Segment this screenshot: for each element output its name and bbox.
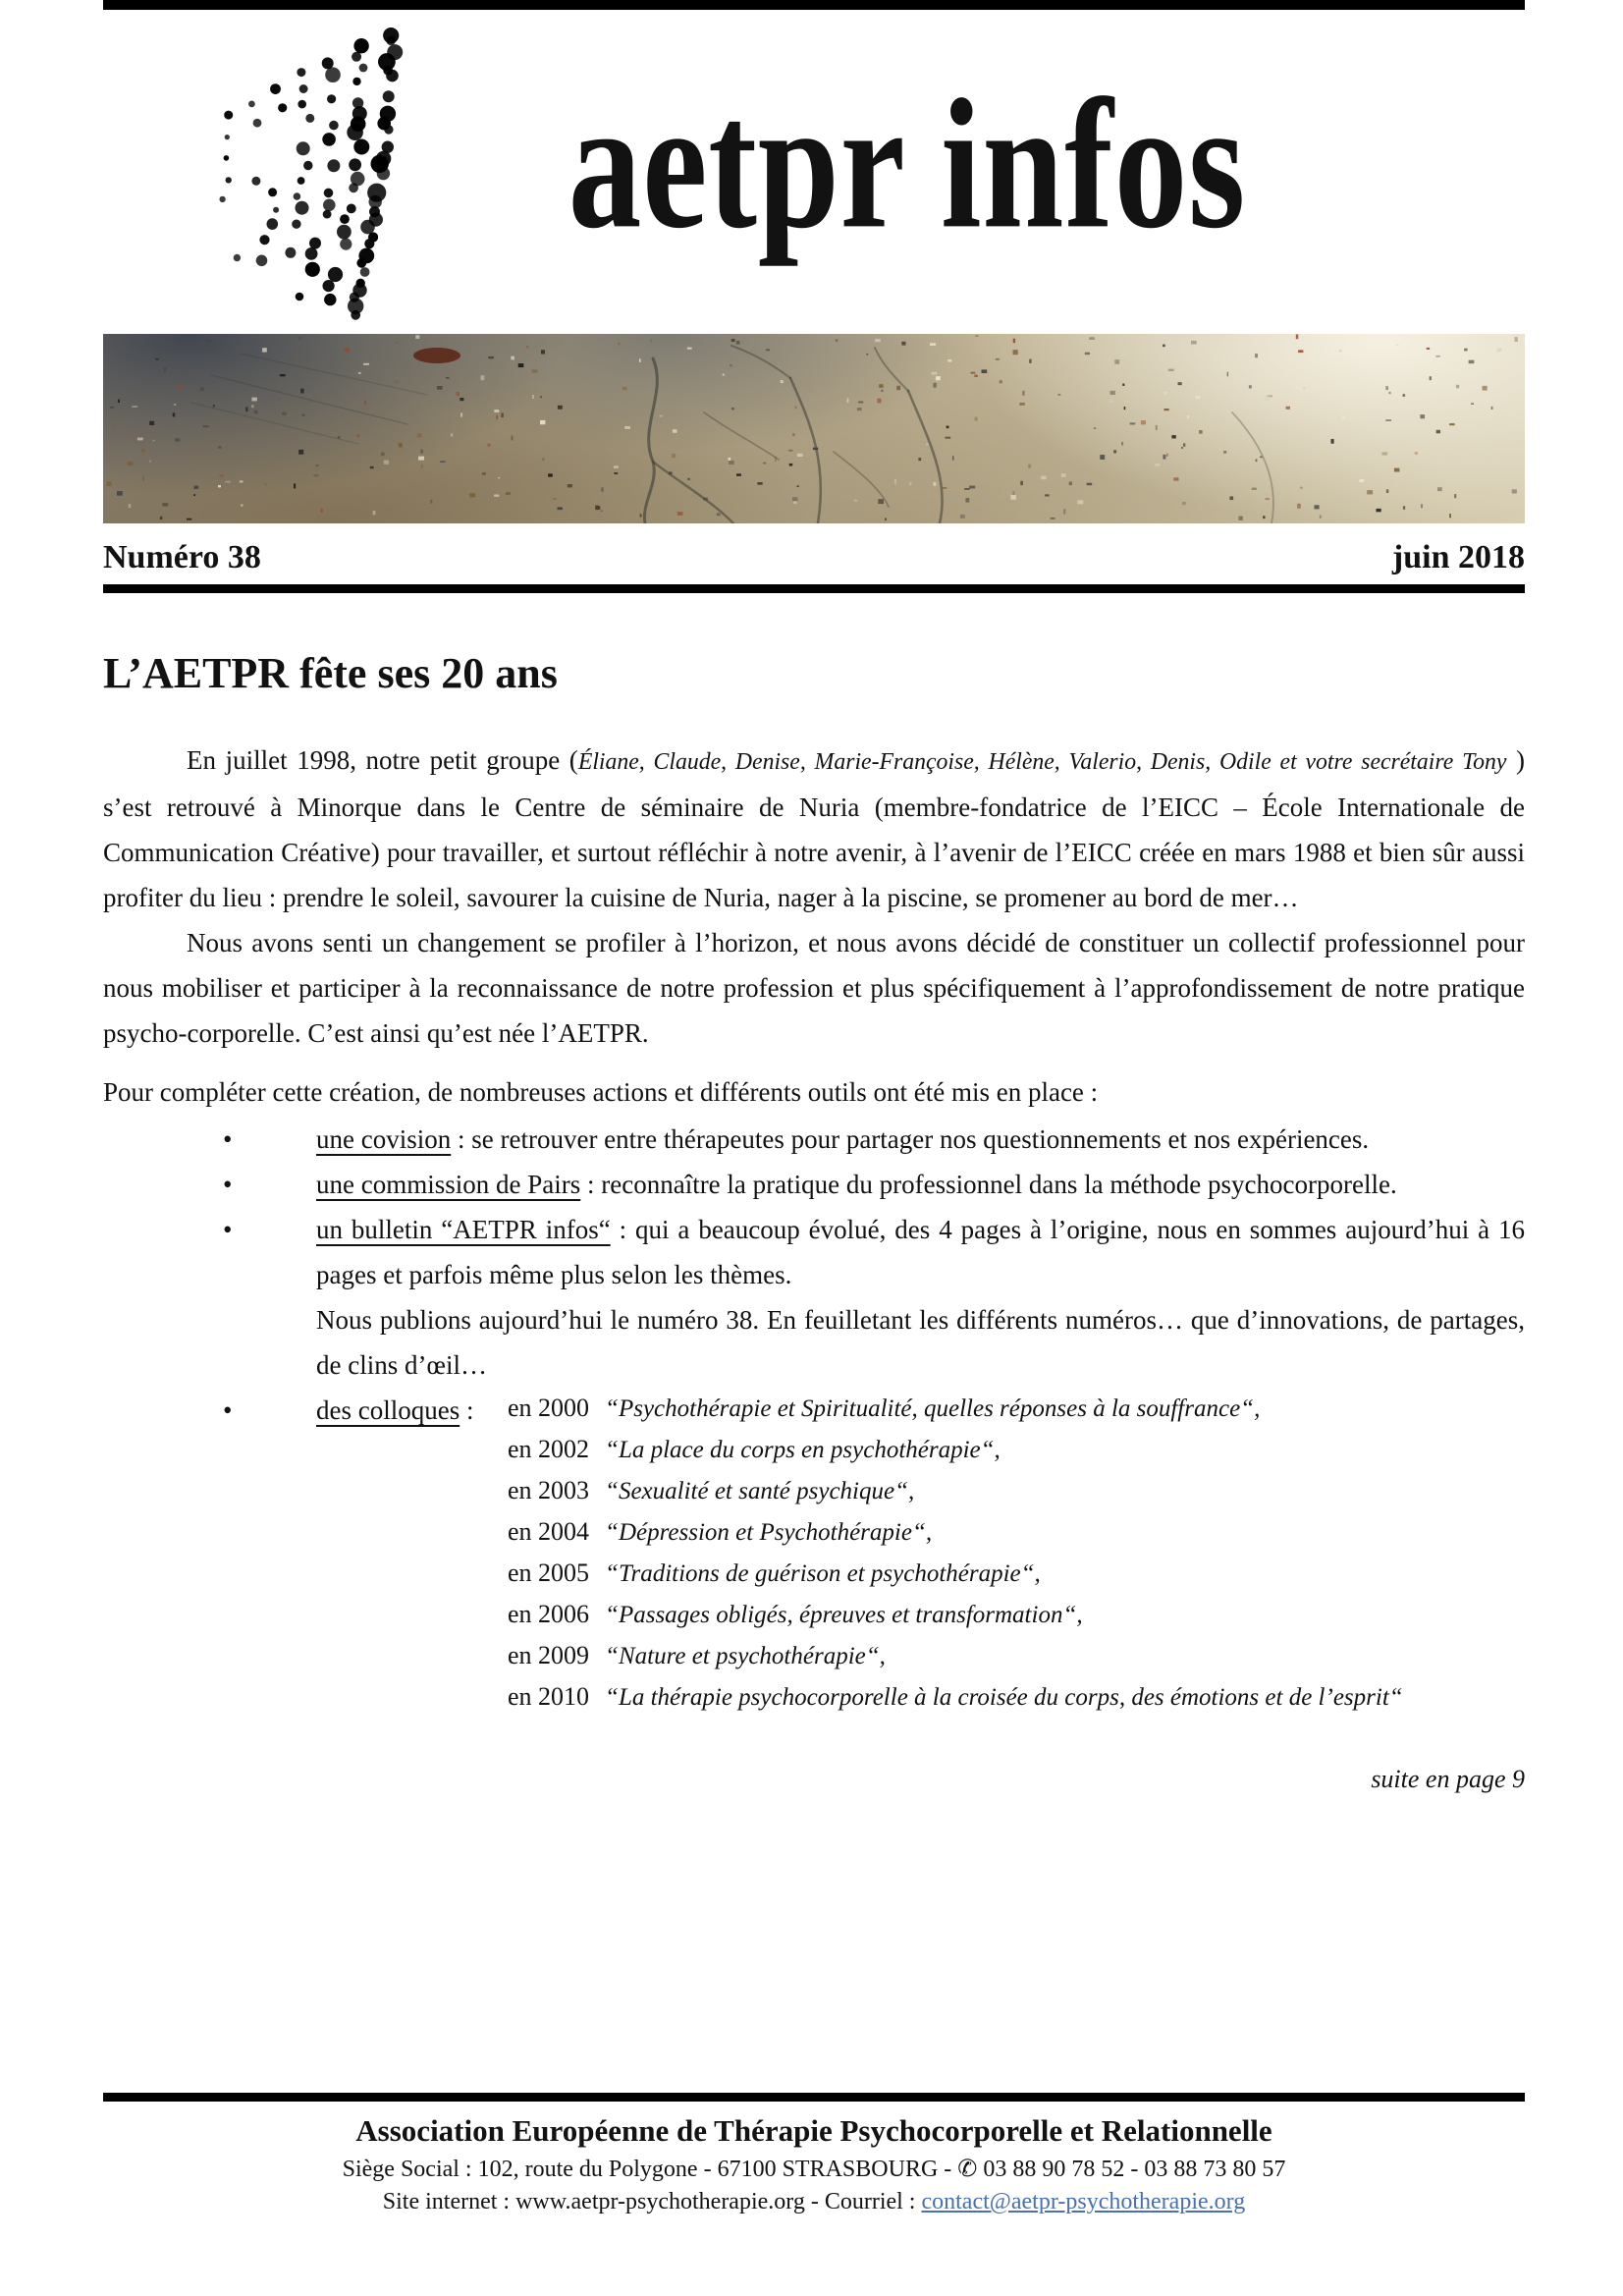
bullet-sep: :	[451, 1124, 472, 1154]
colloques-list	[508, 1388, 1525, 1718]
article-title: L’AETPR fête ses 20 ans	[103, 649, 558, 697]
aetpr-logo	[103, 22, 407, 331]
bullet-commission	[316, 1162, 1525, 1207]
colloque-year: en 2002	[508, 1435, 590, 1463]
colloque-entry	[508, 1553, 1525, 1594]
bullet-bulletin	[316, 1207, 1525, 1388]
footer-org-name: Association Européenne de Thérapie Psychocorporelle et Relationnelle	[355, 2113, 1272, 2148]
issue-rule	[103, 584, 1525, 593]
colloque-entry	[508, 1511, 1525, 1553]
paragraph-3: Pour compléter cette création, de nombreuses actions et différents outils ont été mis en place :	[103, 1077, 1099, 1107]
bullet-commission-text: reconnaître la pratique du professionnel dans la méthode psychocorporelle.	[601, 1170, 1397, 1199]
bullet-bulletin-text: qui a beaucoup évolué, des 4 pages à l’origine, nous en sommes aujourd’hui à 16 pages et parfois même plus selon les thèmes.	[316, 1215, 1525, 1289]
masthead	[103, 10, 1525, 334]
colloque-title: “Traditions de guérison et psychothérapie“,	[605, 1560, 1041, 1587]
para1-pre: En juillet 1998, notre petit groupe (	[187, 745, 578, 775]
colloque-entry	[508, 1429, 1525, 1470]
bullet-bulletin-text2: Nous publions aujourd’hui le numéro 38. En feuilletant les différents numéros… que d’innovations, de partages, de clins d’œil…	[316, 1305, 1525, 1380]
issue-number: Numéro 38	[103, 539, 261, 575]
issue-date: juin 2018	[1391, 539, 1525, 575]
colloque-title: “Dépression et Psychothérapie“,	[605, 1519, 933, 1546]
bullet-icon: •	[223, 1215, 233, 1244]
bullet-sep: :	[610, 1215, 636, 1244]
colloque-title: “Psychothérapie et Spiritualité, quelles réponses à la souffrance“,	[605, 1395, 1261, 1422]
colloque-title: “La thérapie psychocorporelle à la croisée du corps, des émotions et de l’esprit“	[605, 1684, 1403, 1711]
colloque-title: “Nature et psychothérapie“,	[605, 1643, 886, 1669]
para1-post: ) s’est retrouvé à Minorque dans le Centre de séminaire de Nuria (membre-fondatrice de l’EICC – École Internationale de Communication Créative) pour travailler, et surtout réfléchir à notre avenir, à l’avenir de l’EICC créée en mars 1988 et bien sûr aussi profiter du lieu : prendre le soleil, savourer la cuisine de Nuria, nager à la piscine, se promener au bord de mer…	[103, 745, 1526, 912]
colloque-year: en 2003	[508, 1476, 590, 1504]
paragraph-1	[103, 738, 1525, 920]
colloque-entry	[508, 1635, 1525, 1676]
bullet-colloques-lead-wrap	[316, 1388, 508, 1718]
colloque-year: en 2006	[508, 1600, 590, 1628]
bullet-covision-text: se retrouver entre thérapeutes pour partager nos questionnements et nos expériences.	[471, 1124, 1370, 1154]
footer-site-line	[103, 2189, 1525, 2215]
bullet-sep: :	[460, 1395, 474, 1425]
bullet-icon: •	[223, 1395, 233, 1425]
bullet-icon: •	[223, 1124, 233, 1154]
bullet-colloques	[316, 1388, 1525, 1718]
para1-founder-names: Éliane, Claude, Denise, Marie-Françoise, Hélène, Valerio, Denis, Odile et votre secrétaire Tony	[577, 749, 1507, 775]
colloque-year: en 2000	[508, 1394, 590, 1422]
list-item	[103, 1162, 1525, 1207]
footer-email-link[interactable]: contact@aetpr-psychotherapie.org	[921, 2189, 1246, 2214]
bullet-covision	[316, 1117, 1525, 1162]
aetpr-logo-icon	[103, 22, 407, 331]
issue-row	[103, 539, 1525, 576]
top-rule	[103, 0, 1525, 10]
footer-site-prefix: Site internet : www.aetpr-psychotherapie.org - Courriel :	[382, 2189, 922, 2214]
masthead-title-wrap	[407, 10, 1525, 319]
continuation-note: suite en page 9	[1371, 1765, 1525, 1793]
colloque-year: en 2010	[508, 1682, 590, 1711]
colloque-title: “Passages obligés, épreuves et transformation“,	[605, 1602, 1083, 1628]
banner-photo	[103, 334, 1525, 523]
list-item	[103, 1117, 1525, 1162]
newsletter-title: aetpr infos	[568, 61, 1247, 267]
bullet-covision-lead: une covision	[316, 1124, 452, 1154]
footer-rule	[103, 2093, 1525, 2102]
bullet-icon: •	[223, 1170, 233, 1199]
colloque-entry	[508, 1594, 1525, 1635]
bullet-commission-lead: une commission de Pairs	[316, 1170, 581, 1199]
banner-texture	[103, 334, 1525, 523]
bullet-colloques-lead: des colloques	[316, 1395, 460, 1425]
colloque-year: en 2005	[508, 1558, 590, 1587]
bullet-bulletin-lead: un bulletin “AETPR infos“	[316, 1215, 611, 1244]
colloque-entry	[508, 1676, 1525, 1718]
colloque-year: en 2009	[508, 1641, 590, 1669]
bullet-sep: :	[580, 1170, 602, 1199]
list-item	[103, 1388, 1525, 1718]
page-footer	[103, 2093, 1525, 2215]
footer-address: Siège Social : 102, route du Polygone - 67100 STRASBOURG - ✆ 03 88 90 78 52 - 03 88 73 80 57	[342, 2157, 1286, 2182]
colloque-year: en 2004	[508, 1517, 590, 1546]
bullet-list	[103, 1117, 1525, 1718]
colloque-title: “Sexualité et santé psychique“,	[605, 1478, 915, 1504]
colloque-title: “La place du corps en psychothérapie“,	[605, 1437, 1001, 1463]
colloque-entry	[508, 1470, 1525, 1511]
article-body	[103, 738, 1525, 1802]
colloque-entry	[508, 1388, 1525, 1429]
paragraph-2: Nous avons senti un changement se profiler à l’horizon, et nous avons décidé de constituer un collectif professionnel pour nous mobiliser et participer à la reconnaissance de notre profession et plus spécifiquement à l’approfondissement de notre pratique psycho-corporelle. C’est ainsi qu’est née l’AETPR.	[103, 928, 1525, 1048]
list-item	[103, 1207, 1525, 1388]
